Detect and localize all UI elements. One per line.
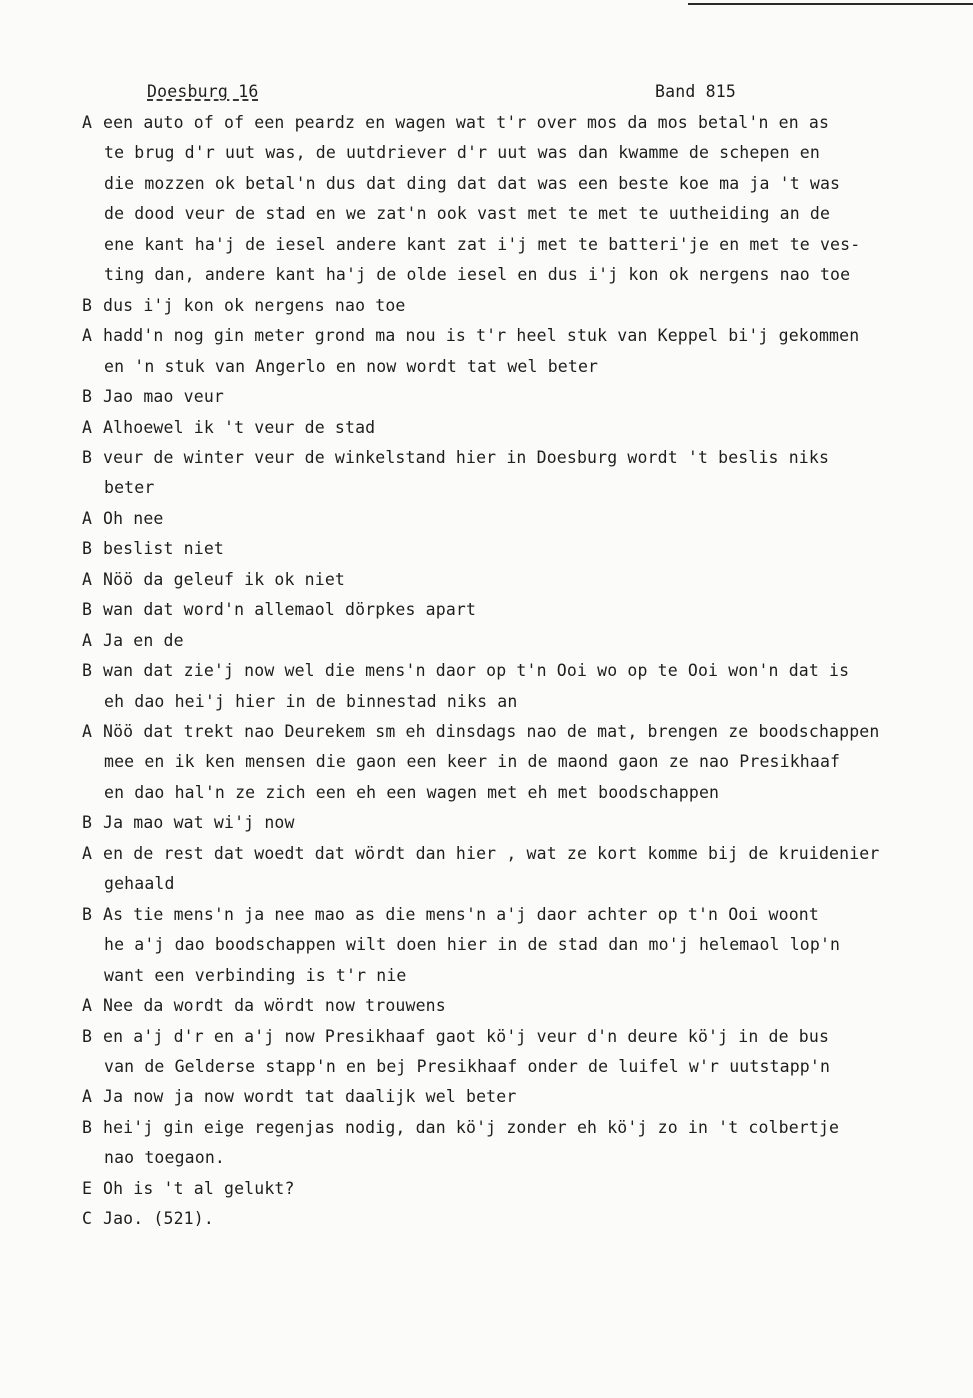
utterance-text: ene kant ha'j de iesel andere kant zat i'j met te batteri'je en met te ves- [104, 234, 861, 254]
speaker-label: A [82, 569, 93, 589]
transcript-line [0, 963, 973, 989]
speaker-label: A [82, 326, 93, 346]
speaker-label: C [82, 1209, 93, 1229]
transcript-line [0, 902, 973, 928]
utterance-text: mee en ik ken mensen die gaon een keer in de maond gaon ze nao Presikhaaf [104, 752, 841, 772]
utterance-text: en a'j d'r en a'j now Presikhaaf gaot kö'j veur d'n deure kö'j in de bus [103, 1026, 830, 1046]
speaker-label: A [82, 996, 93, 1016]
transcript-line [0, 171, 973, 197]
transcript-line [0, 140, 973, 166]
transcript-line [0, 658, 973, 684]
utterance-text: Ja now ja now wordt tat daalijk wel beter [103, 1087, 517, 1107]
transcript-line [0, 749, 973, 775]
transcript-line [0, 719, 973, 745]
speaker-label: A [82, 843, 93, 863]
transcript-line [0, 232, 973, 258]
transcript-line [0, 536, 973, 562]
speaker-label: B [82, 539, 93, 559]
utterance-text: van de Gelderse stapp'n en bej Presikhaaf onder de luifel w'r uutstapp'n [104, 1056, 831, 1076]
transcript-line [0, 567, 973, 593]
transcript-line [0, 932, 973, 958]
transcript-line [0, 384, 973, 410]
transcript-line [0, 1176, 973, 1202]
transcript-line [0, 689, 973, 715]
utterance-text: Nee da wordt da wördt now trouwens [103, 996, 446, 1016]
speaker-label: A [82, 1087, 93, 1107]
utterance-text: Nöö da geleuf ik ok niet [103, 569, 346, 589]
speaker-label: A [82, 722, 93, 741]
transcript-line [0, 506, 973, 532]
transcript-line [0, 1145, 973, 1171]
utterance-text: hadd'n nog gin meter grond ma nou is t'r heel stuk van Keppel bi'j gekommen [103, 326, 860, 346]
utterance-text: beter [104, 478, 155, 498]
transcript-line [0, 871, 973, 897]
utterance-text: want een verbinding is t'r nie [104, 965, 407, 985]
transcript-line [0, 475, 973, 501]
transcript-line [0, 262, 973, 288]
transcript-line [0, 323, 973, 349]
speaker-label: A [82, 508, 93, 528]
utterance-text: wan dat word'n allemaol dörpkes apart [103, 600, 477, 620]
utterance-text: te brug d'r uut was, de uutdriever d'r uut was dan kwamme de schepen en [104, 143, 820, 163]
speaker-label: A [82, 113, 93, 132]
speaker-label: B [82, 904, 93, 924]
speaker-label: B [82, 1117, 93, 1137]
transcript-line [0, 445, 973, 471]
speaker-label: B [82, 387, 93, 407]
speaker-label: A [82, 630, 93, 650]
transcript-line [0, 201, 973, 227]
speaker-label: B [82, 600, 93, 620]
utterance-text: Nöö dat trekt nao Deurekem sm eh dinsdags nao de mat, brengen ze boodschappen [103, 722, 880, 741]
speaker-label: B [82, 447, 93, 467]
utterance-text: en dao hal'n ze zich een eh een wagen met eh met boodschappen [104, 782, 720, 802]
utterance-text: As tie mens'n ja nee mao as die mens'n a'j daor achter op t'n Ooi woont [103, 904, 819, 924]
speaker-label: A [82, 417, 93, 437]
page-header [0, 82, 973, 106]
speaker-label: B [82, 1026, 93, 1046]
utterance-text: Oh nee [103, 508, 164, 528]
utterance-text: Jao. (521). [103, 1209, 214, 1229]
utterance-text: en 'n stuk van Angerlo en now wordt tat wel beter [104, 356, 599, 376]
utterance-text: Ja mao wat wi'j now [103, 813, 295, 833]
utterance-text: die mozzen ok betal'n dus dat ding dat dat was een beste koe ma ja 't was [104, 173, 841, 193]
transcript-line [0, 628, 973, 654]
utterance-text: he a'j dao boodschappen wilt doen hier in de stad dan mo'j helemaol lop'n [104, 935, 841, 955]
transcript-line [0, 810, 973, 836]
utterance-text: en de rest dat woedt dat wördt dan hier , wat ze kort komme bij de kruidenier [103, 843, 880, 863]
transcript-line [0, 110, 973, 136]
transcript-line [0, 993, 973, 1019]
transcript-line [0, 354, 973, 380]
utterance-text: Jao mao veur [103, 387, 225, 407]
transcript-line [0, 597, 973, 623]
utterance-text: een auto of of een peardz en wagen wat t'r over mos da mos betal'n en as [103, 113, 830, 132]
transcript-line [0, 415, 973, 441]
utterance-text: nao toegaon. [104, 1148, 226, 1168]
utterance-text: beslist niet [103, 539, 225, 559]
utterance-text: de dood veur de stad en we zat'n ook vast met te met te uutheiding an de [104, 204, 831, 224]
transcript-line [0, 1054, 973, 1080]
transcript-line [0, 1084, 973, 1110]
utterance-text: Alhoewel ik 't veur de stad [103, 417, 376, 437]
transcript-line [0, 1206, 973, 1232]
transcript-line [0, 1115, 973, 1141]
utterance-text: wan dat zie'j now wel die mens'n daor op t'n Ooi wo op te Ooi won'n dat is [103, 661, 850, 681]
band-number: Band 815 [655, 82, 737, 101]
speaker-label: B [82, 295, 93, 315]
top-rule [688, 3, 973, 5]
transcript-line [0, 1024, 973, 1050]
utterance-text: Ja en de [103, 630, 184, 650]
transcript-line [0, 841, 973, 867]
transcript-line [0, 780, 973, 806]
utterance-text: hei'j gin eige regenjas nodig, dan kö'j zonder eh kö'j zo in 't colbertje [103, 1117, 840, 1137]
speaker-label: E [82, 1178, 93, 1198]
utterance-text: ting dan, andere kant ha'j de olde iesel en dus i'j kon ok nergens nao toe [104, 265, 851, 285]
speaker-label: B [82, 661, 93, 681]
utterance-text: dus i'j kon ok nergens nao toe [103, 295, 406, 315]
speaker-label: B [82, 813, 93, 833]
utterance-text: gehaald [104, 874, 175, 894]
utterance-text: veur de winter veur de winkelstand hier in Doesburg wordt 't beslis niks [103, 447, 830, 467]
utterance-text: Oh is 't al gelukt? [103, 1178, 295, 1198]
document-title: Doesburg 16 [147, 82, 259, 101]
utterance-text: eh dao hei'j hier in de binnestad niks an [104, 691, 518, 711]
transcript-line [0, 293, 973, 319]
